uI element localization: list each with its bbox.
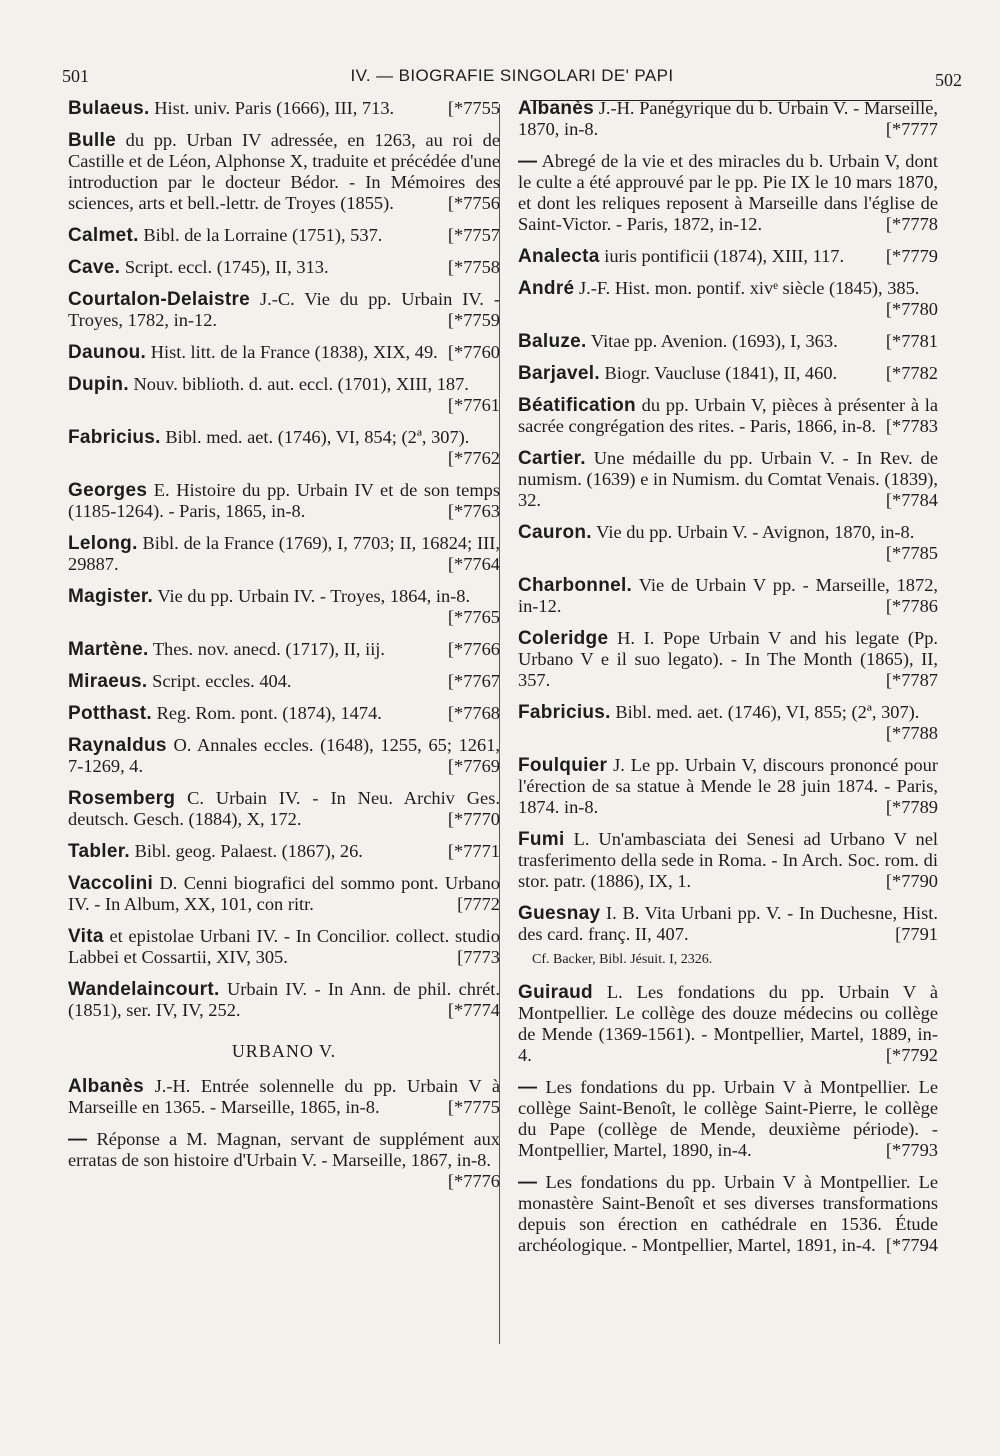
entry-number: [*7767 <box>447 671 500 691</box>
bibliography-entry <box>518 363 938 384</box>
entry-text: J.-C. Vie du pp. Urbain IV. - Troyes, 1782, in-12. <box>68 289 500 330</box>
entry-number: [*7788 <box>885 723 938 743</box>
bibliography-entry <box>518 1172 938 1256</box>
entry-text: du pp. Urbain V, pièces à présenter à la sacrée congrégation des rites. - Paris, 1866, in-8. <box>518 395 938 436</box>
entry-author: Fabricius. <box>68 427 161 448</box>
bibliography-entry <box>68 427 500 469</box>
entry-number: [*7755 <box>447 98 500 118</box>
entry-text: iuris pontificii (1874), XIII, 117. <box>604 246 845 266</box>
bibliography-entry <box>68 130 500 214</box>
entry-text: I. B. Vita Urbani pp. V. - In Duchesne, Hist. des card. franç. II, 407. <box>518 903 938 944</box>
entry-author: — <box>518 1077 538 1098</box>
entry-number: [*7768 <box>447 703 500 723</box>
bibliography-entry <box>68 1076 500 1118</box>
entry-text: Bibl. de la Lorraine (1751), 537. <box>143 225 383 245</box>
bibliography-entry <box>68 98 500 119</box>
entry-text: Bibl. de la France (1769), I, 7703; II, 16824; III, 29887. <box>68 533 500 574</box>
bibliography-entry <box>68 533 500 575</box>
entry-text: Les fondations du pp. Urbain V à Montpellier. Le collège Saint-Benoît, le collège Saint-Pierre, le collège du Pape (collège de Mende, deuxième période). - Montpellier, Martel, 1890, in-4. <box>518 1077 938 1160</box>
entry-number: [*7780 <box>885 299 938 319</box>
entry-number: [*7781 <box>885 331 938 351</box>
entry-text: J.-F. Hist. mon. pontif. xivᵉ siècle (1845), 385. <box>579 278 920 298</box>
entry-number: [*7759 <box>447 310 500 330</box>
entry-author: Wandelaincourt. <box>68 979 220 1000</box>
entry-text: C. Urbain IV. - In Neu. Archiv Ges. deutsch. Gesch. (1884), X, 172. <box>68 788 500 829</box>
entry-text: J. Le pp. Urbain V, discours prononcé pour l'érection de sa statue à Mende le 28 juin 1874. - Paris, 1874. in-8. <box>518 755 938 817</box>
entry-author: Fumi <box>518 829 565 850</box>
entry-author: Guesnay <box>518 903 601 924</box>
bibliography-entry <box>68 671 500 692</box>
entry-author: Rosemberg <box>68 788 176 809</box>
entry-author: Raynaldus <box>68 735 167 756</box>
entry-text: Hist. litt. de la France (1838), XIX, 49. <box>150 342 438 362</box>
entry-author: — <box>518 151 538 172</box>
bibliography-entry <box>518 278 938 320</box>
entry-author: Coleridge <box>518 628 609 649</box>
entry-text: J.-H. Panégyrique du b. Urbain V. - Marseille, 1870, in-8. <box>518 98 938 139</box>
bibliography-entry <box>68 873 500 915</box>
bibliography-entry <box>68 788 500 830</box>
running-title: IV. — BIOGRAFIE SINGOLARI DE' PAPI <box>350 66 674 85</box>
entry-text: Bibl. med. aet. (1746), VI, 854; (2ª, 307). <box>165 427 470 447</box>
entry-author: Cartier. <box>518 448 586 469</box>
bibliography-entry <box>518 1077 938 1161</box>
entry-number: [*7770 <box>447 809 500 829</box>
entry-author: Courtalon-Delaistre <box>68 289 251 310</box>
entry-author: Lelong. <box>68 533 138 554</box>
bibliography-entry <box>68 926 500 968</box>
bibliography-entry <box>518 755 938 818</box>
entry-number: [*7784 <box>885 490 938 510</box>
entry-number: [*7765 <box>447 607 500 627</box>
entry-text: L. Un'ambasciata dei Senesi ad Urbano V nel trasferimento della sede in Roma. - In Arch. Soc. rom. di stor. patr. (1886), IX, 1. <box>518 829 938 891</box>
entry-author: Guiraud <box>518 982 593 1003</box>
entry-number: [*7789 <box>885 797 938 817</box>
bibliography-entry <box>68 639 500 660</box>
entry-author: Vita <box>68 926 104 947</box>
bibliography-entry <box>68 257 500 278</box>
entry-author: — <box>518 1172 538 1193</box>
left-entries <box>68 98 500 1021</box>
entry-number: [*7764 <box>447 554 500 574</box>
bibliography-entry <box>518 829 938 892</box>
entry-author: Cauron. <box>518 522 592 543</box>
entry-text: Bibl. geog. Palaest. (1867), 26. <box>134 841 363 861</box>
entry-number: [*7782 <box>885 363 938 383</box>
entry-author: Barjavel. <box>518 363 600 384</box>
right-column <box>518 98 938 1267</box>
entry-number: [*7792 <box>885 1045 938 1065</box>
entry-author: — <box>68 1129 88 1150</box>
entry-text: Vie de Urbain V pp. - Marseille, 1872, in-12. <box>518 575 938 616</box>
bibliography-entry <box>518 982 938 1066</box>
entry-text: Biogr. Vaucluse (1841), II, 460. <box>604 363 838 383</box>
bibliography-entry <box>518 575 938 617</box>
entry-author: Bulaeus. <box>68 98 150 119</box>
entry-text: Réponse a M. Magnan, servant de supplément aux erratas de son histoire d'Urbain V. - Marseille, 1867, in-8. <box>68 1129 500 1170</box>
bibliography-entry <box>518 628 938 691</box>
left-column <box>68 98 500 1203</box>
entry-number: [*7790 <box>885 871 938 891</box>
entry-number: [*7761 <box>447 395 500 415</box>
entry-text: J.-H. Entrée solennelle du pp. Urbain V à Marseille en 1365. - Marseille, 1865, in-8. <box>68 1076 500 1117</box>
entry-text: D. Cenni biografici del sommo pont. Urbano IV. - In Album, XX, 101, con ritr. <box>68 873 500 914</box>
entry-number: [*7776 <box>447 1171 500 1191</box>
entry-author: Potthast. <box>68 703 152 724</box>
entry-number: [*7771 <box>447 841 500 861</box>
bibliography-entry <box>68 480 500 522</box>
entry-number: [*7783 <box>885 416 938 436</box>
entry-author: Fabricius. <box>518 702 611 723</box>
entry-text: E. Histoire du pp. Urbain IV et de son temps (1185-1264). - Paris, 1865, in-8. <box>68 480 500 521</box>
entry-author: Baluze. <box>518 331 587 352</box>
entry-number: [*7762 <box>447 448 500 468</box>
entry-text: Urbain IV. - In Ann. de phil. chrét. (1851), ser. IV, IV, 252. <box>68 979 500 1020</box>
bibliography-entry <box>518 246 938 267</box>
entry-text: Script. eccl. (1745), II, 313. <box>124 257 329 277</box>
entry-number: [*7787 <box>885 670 938 690</box>
bibliography-entry <box>68 979 500 1021</box>
entry-number: [*7779 <box>885 246 938 266</box>
entry-text: Hist. univ. Paris (1666), III, 713. <box>154 98 395 118</box>
section-title: URBANO V. <box>231 1041 337 1061</box>
bibliography-entry <box>68 841 500 862</box>
page-header <box>62 62 962 92</box>
right-entries <box>518 98 938 945</box>
bibliography-entry <box>518 448 938 511</box>
entry-author: Bulle <box>68 130 116 151</box>
entry-number: [*7794 <box>885 1235 938 1255</box>
entry-number: [*7778 <box>885 214 938 234</box>
entry-number: [*7766 <box>447 639 500 659</box>
bibliography-entry <box>518 903 938 945</box>
entry-number: [*7758 <box>447 257 500 277</box>
entry-author: Albanès <box>68 1076 145 1097</box>
entry-number: [*7785 <box>885 543 938 563</box>
entry-number: [*7763 <box>447 501 500 521</box>
entry-author: André <box>518 278 575 299</box>
entry-number: [*7793 <box>885 1140 938 1160</box>
entry-text: Vitae pp. Avenion. (1693), I, 363. <box>590 331 838 351</box>
entry-author: Foulquier <box>518 755 608 776</box>
page-number-left: 501 <box>62 66 89 86</box>
entry-text: Vie du pp. Urbain IV. - Troyes, 1864, in-8. <box>157 586 471 606</box>
bibliography-entry <box>68 342 500 363</box>
entry-text: Script. eccles. 404. <box>152 671 292 691</box>
bibliography-entry <box>68 1129 500 1192</box>
entry-author: Tabler. <box>68 841 130 862</box>
entry-author: Miraeus. <box>68 671 148 692</box>
entry-number: [*7777 <box>885 119 938 139</box>
entry-author: Martène. <box>68 639 149 660</box>
bibliography-entry <box>68 289 500 331</box>
entry-text: du pp. Urban IV adressée, en 1263, au roi de Castille et de Léon, Alphonse X, traduite et précédée d'une introduction par le docteur Bédor. - In Mémoires des sciences, arts et bell.-lettr. de Troyes (1855). <box>68 130 500 213</box>
entry-number: [*7774 <box>447 1000 500 1020</box>
entry-number: [*7760 <box>447 342 500 362</box>
entry-number: [7772 <box>457 894 500 914</box>
bibliography-entry <box>518 702 938 744</box>
entry-author: Calmet. <box>68 225 139 246</box>
entry-number: [*7769 <box>447 756 500 776</box>
entry-text: Thes. nov. anecd. (1717), II, iij. <box>152 639 386 659</box>
entry-number: [*7756 <box>447 193 500 213</box>
entry-number: [*7775 <box>447 1097 500 1117</box>
bibliography-entry <box>518 98 938 140</box>
bibliography-entry <box>68 735 500 777</box>
entry-author: Dupin. <box>68 374 129 395</box>
right-entries-continued <box>518 982 938 1256</box>
bibliography-entry <box>68 586 500 628</box>
bibliography-entry <box>68 374 500 416</box>
entry-text: Abregé de la vie et des miracles du b. Urbain V, dont le culte a été approuvé par le pp. Pie IX le 10 mars 1870, et dont les reliques reposent à Marseille dans l'église de Saint-Victor. - Paris, 1872, in-12. <box>518 151 938 234</box>
entry-text: O. Annales eccles. (1648), 1255, 65; 1261, 7-1269, 4. <box>68 735 500 776</box>
entry-author: Béatification <box>518 395 636 416</box>
entry-number: [7773 <box>457 947 500 967</box>
entry-text: Bibl. med. aet. (1746), VI, 855; (2ª, 307). <box>615 702 920 722</box>
entry-author: Georges <box>68 480 148 501</box>
entry-author: Analecta <box>518 246 600 267</box>
page-number-right: 502 <box>935 70 962 90</box>
bibliography-entry <box>68 703 500 724</box>
entry-author: Vaccolini <box>68 873 154 894</box>
bibliography-entry <box>68 225 500 246</box>
entry-author: Albanès <box>518 98 595 119</box>
entry-number: [*7786 <box>885 596 938 616</box>
left-entries-urbano-v <box>68 1076 500 1192</box>
entry-text: Nouv. biblioth. d. aut. eccl. (1701), XIII, 187. <box>133 374 469 394</box>
entry-text: Les fondations du pp. Urbain V à Montpellier. Le monastère Saint-Benoît et ses diverses transformations depuis son érection en cathédrale en 1536. Étude archéologique. - Montpellier, Martel, 1891, in-4. <box>518 1172 938 1255</box>
entry-text: et epistolae Urbani IV. - In Concilior. collect. studio Labbei et Cossartii, XIV, 305. <box>68 926 500 967</box>
bibliography-entry <box>518 522 938 564</box>
bibliography-entry <box>518 395 938 437</box>
entry-number: [*7757 <box>447 225 500 245</box>
entry-text: Une médaille du pp. Urbain V. - In Rev. de numism. (1639) e in Numism. du Comtat Venais. (1839), 32. <box>518 448 938 510</box>
bibliography-entry <box>518 331 938 352</box>
entry-text: Reg. Rom. pont. (1874), 1474. <box>156 703 382 723</box>
entry-author: Cave. <box>68 257 121 278</box>
entry-author: Daunou. <box>68 342 147 363</box>
entry-text: L. Les fondations du pp. Urbain V à Montpellier. Le collège des douze médecins ou collège de Mende (1369-1561). - Montpellier, Martel, 1889, in-4. <box>518 982 938 1065</box>
cf-note: Cf. Backer, Bibl. Jésuit. I, 2326. <box>532 952 713 967</box>
entry-text: Vie du pp. Urbain V. - Avignon, 1870, in-8. <box>596 522 915 542</box>
entry-text: H. I. Pope Urbain V and his legate (Pp. Urbano V e il suo legato). - In The Month (1865), II, 357. <box>518 628 938 690</box>
bibliography-entry <box>518 151 938 235</box>
entry-author: Charbonnel. <box>518 575 633 596</box>
entry-number: [7791 <box>895 924 938 944</box>
entry-author: Magister. <box>68 586 154 607</box>
